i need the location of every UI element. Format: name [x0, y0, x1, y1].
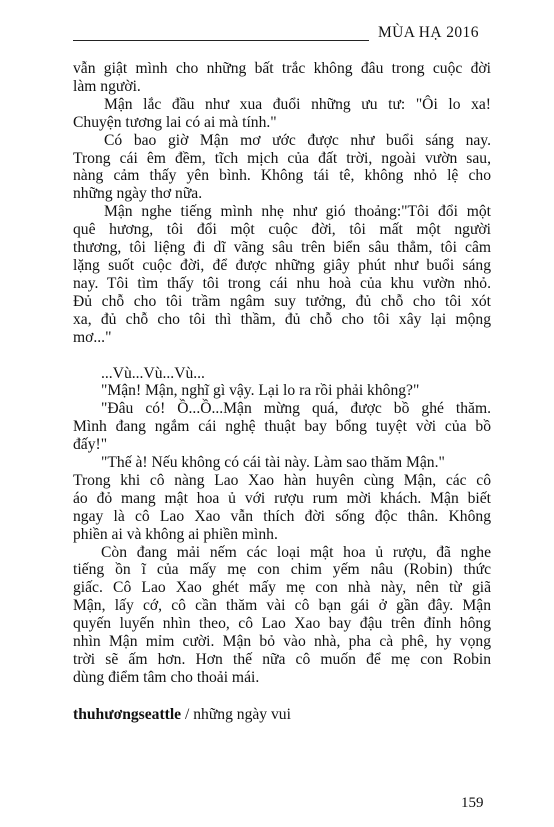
byline-author: thuhươngseattle: [73, 706, 182, 723]
text-line: áo đỏ mang mật hoa ủ với rượu rum mời khách. Mận biết: [73, 489, 491, 507]
text-line: Mận nghe tiếng mình nhẹ như gió thoảng:"Tôi đổi một: [104, 203, 491, 221]
text-line: Mận, lấy cớ, cô cần thăm vài cô bạn gái ở gần đây. Mận: [73, 597, 491, 615]
text-line: Chuyện tương lai có ai mà tính.": [73, 113, 277, 131]
text-line: Mình đang ngắm cái nghệ thuật bay bổng tuyệt vời của bồ: [73, 418, 491, 436]
text-line: tiếng ồn ĩ của mấy mẹ con chim yếm nâu (Robin) thức: [73, 561, 491, 579]
running-header-title: MÙA HẠ 2016: [378, 24, 479, 41]
text-line: quê hương, tôi đổi một cuộc đời, tôi mất một người: [73, 221, 491, 239]
text-line: xa, đủ chỗ cho tôi thì thầm, đủ chỗ cho tôi xây lại mộng: [73, 310, 491, 328]
text-line: "Đâu có! Ồ...Ồ...Mận mừng quá, được bồ ghé thăm.: [101, 400, 491, 418]
text-line: Trong cái êm đềm, tĩch mịch của đất trời, ngoài vườn sau,: [73, 149, 491, 167]
text-line: Trong khi cô nàng Lao Xao hàn huyên cùng Mận, các cô: [73, 471, 491, 489]
text-line: Có bao giờ Mận mơ ước được như buổi sáng nay.: [104, 131, 491, 149]
text-line: giấc. Cô Lao Xao ghét mấy mẹ con nhà này, nên từ giã: [73, 579, 491, 597]
text-line: dùng điểm tâm cho thoải mái.: [73, 668, 260, 686]
text-line: lặng suốt cuộc đời, để được những giây phút như buổi sáng: [73, 256, 491, 274]
header-rule: [73, 40, 369, 41]
text-line: đấy!": [73, 436, 108, 454]
text-line: nhìn Mận mỉm cười. Mận bỏ vào nhà, pha cà phê, hy vọng: [73, 633, 491, 651]
byline-separator: /: [181, 706, 194, 723]
byline-series: những ngày vui: [193, 706, 291, 723]
text-line: Còn đang mải nếm các loại mật hoa ủ rượu, đã nghe: [101, 543, 491, 561]
text-line: nay. Tôi tìm thấy tôi trong cái nhu hoà của khu vườn nhỏ.: [73, 274, 491, 292]
text-line: Mận lắc đầu như xua đuổi những ưu tư: "Ôi lo xa!: [104, 95, 491, 113]
text-line: thương, tôi liệng đi dĩ vãng sâu trên biển sâu thẳm, tôi câm: [73, 239, 491, 257]
text-line: ...Vù...Vù...Vù...: [101, 364, 205, 382]
text-line: làm người.: [73, 77, 141, 95]
text-line: vẫn giật mình cho những bất trắc không đâu trong cuộc đời: [73, 60, 491, 77]
text-line: quyến luyến nhìn theo, cô Lao Xao bay đậu trên đỉnh hông: [73, 615, 491, 633]
text-line: "Thế à! Nếu không có cái tài này. Làm sao thăm Mận.": [101, 454, 445, 472]
text-line: "Mận! Mận, nghĩ gì vậy. Lại lo ra rồi phải không?": [101, 382, 420, 400]
text-line: Đủ chỗ cho tôi trầm ngâm suy tưởng, đủ chỗ cho tôi xót: [73, 292, 491, 310]
text-line: những ngày thơ nữa.: [73, 185, 203, 203]
text-line: mơ...": [73, 328, 112, 346]
paragraph-gap: [73, 347, 491, 365]
page-number: 159: [461, 795, 484, 811]
text-line: ngay là cô Lao Xao vẫn thích đời sống độc thân. Không: [73, 507, 491, 525]
text-line: phiền ai và không ai phiền mình.: [73, 525, 278, 543]
text-line: trời sẽ ấm hơn. Hơn thế nữa cô muốn để mẹ con Robin: [73, 651, 491, 668]
byline: [73, 706, 291, 724]
story-body: [73, 60, 491, 687]
text-line: nàng cảm thấy yên bình. Không tái tê, không nhỏ lệ cho: [73, 167, 491, 185]
